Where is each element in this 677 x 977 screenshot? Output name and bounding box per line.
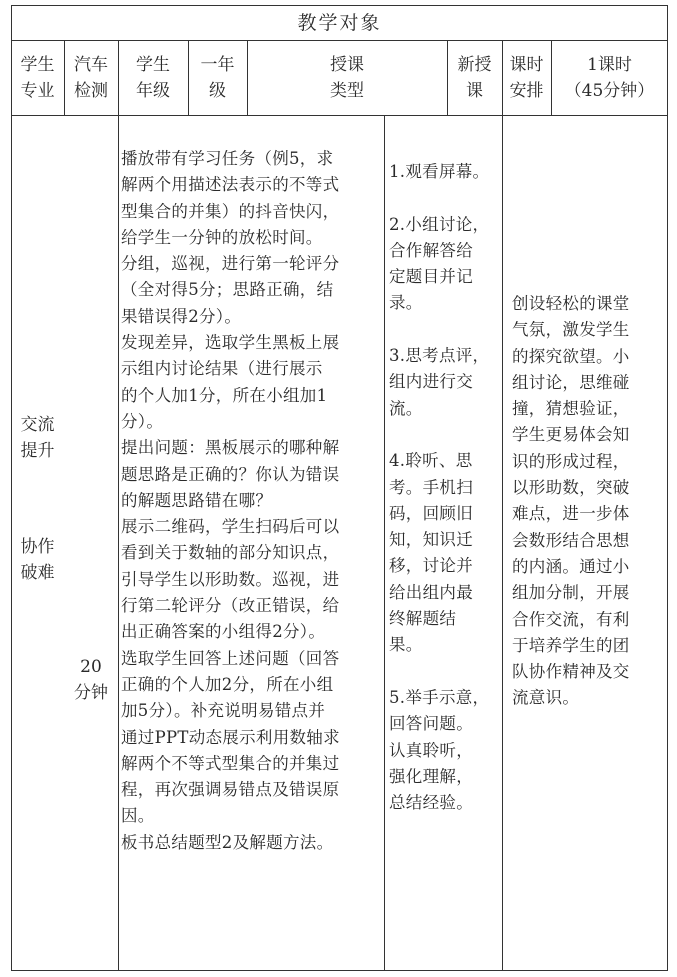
student-activity: 1.观看屏幕。 2.小组讨论， 合作解答给 定题目并记 录。 3.思考点评， 组内进行交 流。 4.聆听、思 考。手机扫 码，回顾旧 知，知识迁 移，讨论并 给出组内最 终解题结 果。 5.举手示意， 回答问题。 认真聆听， 强化理解， 总结经验。 [389, 162, 490, 813]
col-divider [118, 40, 119, 971]
col-divider [502, 40, 503, 971]
header-cell-type-label: 授课 类型 [330, 54, 364, 101]
header-cell-grade-label: 学生 年级 [136, 54, 170, 101]
header-cell-hours-value: 1课时 （45分钟） [564, 54, 655, 101]
header-cell-major-value: 汽车 检测 [74, 54, 108, 101]
header-cell-grade-value: 一年 级 [200, 54, 235, 101]
header-cell-type-value: 新授 课 [457, 54, 492, 101]
teacher-activity: 播放带有学习任务（例5，求 解两个用描述法表示的不等式 型集合的并集）的抖音快闪， 给学生一分钟的放松时间。 分组，巡视，进行第一轮评分 （全对得5分；思路正确，结 果错误得2分）。 发现差异，选取学生黑板上展 示组内讨论结果（进行展示 的个人加1分，所在小组加1 分）。 提出问题：黑板展示的哪种解 题思路是正确的？你认为错误 的解题思路错在哪？ 展示二维码，学生扫码后可以 看到关于数轴的部分知识点， 引导学生以形助数。巡视，进 行第二轮评分（改正错误，给 出正确答案的小组得2分）。 选取学生回答上述问题（回答 正确的个人加2分，所在小组 加5分）。补充说明易错点并 通过PPT动态展示利用数轴求 解两个不等式型集合的并集过 程，再次强调易错点及错误原 因。 板书总结题型2及解题方法。 [121, 149, 340, 852]
col-divider [384, 115, 385, 971]
phase-label-collaboration: 协作 破难 [20, 537, 55, 583]
phase-label-exchange: 交流 提升 [20, 415, 55, 461]
table-title: 教学对象 [297, 11, 382, 34]
header-cell-hours-label: 课时 安排 [509, 54, 544, 101]
row-divider [11, 115, 668, 116]
time-allocation: 20 分钟 [74, 657, 108, 703]
header-cell-major-label: 学生 专业 [20, 54, 55, 101]
design-purpose: 创设轻松的课堂 气氛，激发学生 的探究欲望。小 组讨论，思维碰 撞，猜想验证， 学生更易体会知 识的形成过程， 以形助数，突破 难点，进一步体 会数形结合思想 的内涵。通过小 组加分制，开展 合作交流，有利 于培养学生的团 队协作精神及交 流意识。 [512, 294, 630, 708]
